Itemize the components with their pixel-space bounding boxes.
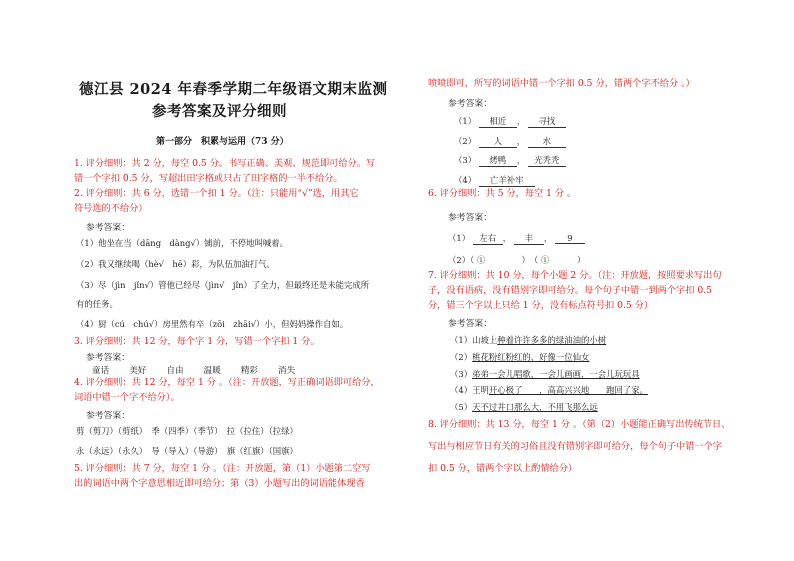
- q2-answer-3a: （3）尽（jìn jǐn√）管他已经尽（jìn√ jǐn）了全力，但最终还是未能完成所: [76, 280, 370, 290]
- q2-answer-4: （4）厨（cú chú√）房里然有卒（zōi zhāi√）小，但妈妈操作自如。: [76, 319, 349, 329]
- q2-line1: 2. 评分细则：共 6 分，选错一个扣 1 分。（注：只能用“√”选，用其它: [74, 188, 359, 199]
- q3-word: 温暖: [203, 366, 221, 376]
- q4-row-1: 剪（剪刀）（剪纸） 季（四季）（季节） 拉（拉住）（拉绿）: [76, 426, 298, 436]
- q7-line2: 子，没有语病，没有错别字即可给分。每个句子中错一到两个字扣 0.5: [428, 285, 712, 296]
- q1-line1: 1. 评分细则：共 2 分，每空 0.5 分。书写正确、美观、规范即可给分。写: [74, 158, 376, 169]
- q3-ref-label: 参考答案：: [86, 353, 130, 363]
- q4-line1: 4. 评分细则：共 12 分，每空 1 分 。（注：开放题，写正确词语即可给分，: [74, 377, 380, 388]
- q4-ref-label: 参考答案：: [86, 411, 130, 421]
- q2-line2: 符号选的不给分）: [74, 203, 148, 214]
- q7-answer-5: （5）天不过井口那么大，不用飞那么远: [450, 402, 598, 412]
- q6-line: 6. 评分细则：共 5 分，每空 1 分 。: [428, 188, 577, 199]
- part-title: 第一部分 积累与运用（73 分）: [156, 137, 289, 147]
- q8-line3: 扣 0.5 分，错两个字以上酌情给分）: [428, 463, 578, 474]
- q4-row-2: 永（永远）（永久） 导（导入）（导游） 旗（红旗）（国旗）: [76, 446, 298, 456]
- q7-answer-1: （1）山坡上种着许许多多的绿油油的小树: [450, 335, 607, 345]
- q7-ref-label: 参考答案：: [448, 319, 492, 329]
- q8-line2: 写出与相应节日有关的习俗且没有错别字即可给分，每个句子中错一个字: [428, 441, 722, 452]
- q5-line2: 出的词语中两个字意思相近即可给分；第（3）小题写出的词语能体现香: [74, 478, 365, 489]
- q7-answer-2: （2）桃花粉红粉红的，好像一位仙女: [450, 352, 590, 362]
- q2-ref-label: 参考答案：: [86, 223, 130, 233]
- q5-answer-2: （2） 人 ， 水: [454, 135, 566, 148]
- q7-line1: 7. 评分细则：共 10 分，每个小题 2 分。（注：开放题，按照要求写出句: [428, 270, 722, 281]
- page-title-line2: 参考答案及评分细则: [152, 103, 287, 120]
- q5-ref-label: 参考答案：: [448, 99, 492, 109]
- q5-answer-1: （1） 相近 ， 寻找: [454, 115, 566, 128]
- q2-answer-2: （2）我又继续喝（hè√ hē）彩，为队伍加油打气。: [76, 259, 275, 269]
- q3-line1: 3. 评分细则：共 12 分，每个字 1 分，写错一个字扣 1 分。: [74, 336, 320, 347]
- q6-ref-label: 参考答案：: [448, 213, 492, 223]
- q5-line1: 5. 评分细则：共 7 分，每空 1 分 。（注：开放题，第（1）小题第二空写: [74, 463, 371, 474]
- q5-answer-4: （4） 亡羊补牢: [454, 174, 535, 187]
- q7-answer-4: （4）王明开心极了 ，高高兴兴地 跑回了家。: [450, 385, 648, 395]
- q8-line1: 8. 评分细则：共 13 分，每空 1 分 。（第（2）小题能正确写出传统节日、: [428, 419, 731, 430]
- q4-line2: 词语中错一个字不给分）。: [74, 392, 180, 403]
- q7-line3: 分，错三个字以上只给 1 分，没有标点符号扣 0.5 分）: [428, 300, 654, 311]
- q6-answer-2: （2）（ ① ） （ ① ）: [448, 255, 586, 265]
- q5-continuation: 喷喷即可，所写的词语中错一个字扣 0.5 分，错两个字不给分 。）: [428, 78, 695, 89]
- q3-word: 童话: [92, 366, 110, 376]
- q6-answer-1: （1） 左右 ， 丰 ， 9: [448, 232, 585, 245]
- q2-answer-3b: 有的任务。: [76, 299, 118, 309]
- q2-answer-1: （1）他坐在当（dāng dàng√）铺前，不停地叫喊着。: [76, 238, 289, 248]
- q3-word: 美好: [129, 366, 147, 376]
- q3-word: 精彩: [240, 366, 259, 376]
- q1-line2: 错一个字扣 0.5 分，写超出田字格或只占了田字格的一半不给分。: [74, 173, 343, 184]
- q3-word: 自由: [166, 366, 184, 376]
- page-title-line1: 德江县 2024 年春季学期二年级语文期末监测: [79, 81, 388, 98]
- q7-answer-3: （3）弟弟一会儿唱歌，一会儿画画，一会儿玩玩具: [450, 369, 640, 379]
- q5-answer-3: （3） 烤鸭 ， 光秃秃: [454, 154, 566, 167]
- q3-word: 消失: [278, 366, 296, 376]
